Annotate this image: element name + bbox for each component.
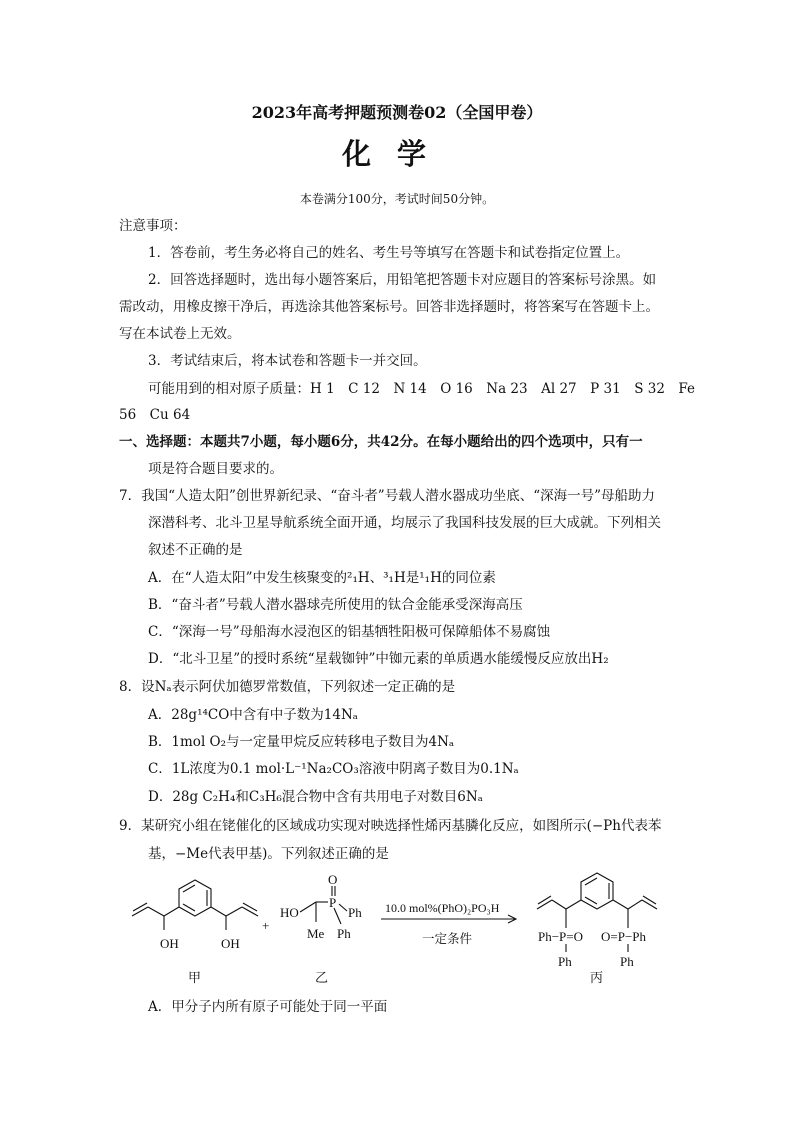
notice-line-6: 可能用到的相对原子质量：H 1 C 12 N 14 O 16 Na 23 Al 27 P 31 S 32 Fe: [148, 381, 696, 397]
q7-stem-line-1: 7．我国“人造太阳”创世界新纪录、“奋斗者”号载人潜水器成功坐底、“深海一号”母船助力: [119, 488, 655, 504]
yi-ph-2: Ph: [337, 926, 351, 941]
section-heading-line-1: 一、选择题：本题共7小题，每小题6分，共42分。在每小题给出的四个选项中，只有一: [119, 434, 643, 450]
q8-option-d: D．28g C₂H₄和C₃H₆混合物中含有共用电子对数目6Nₐ: [148, 789, 483, 805]
yi-p: P: [329, 895, 337, 910]
bing-ph-p-o: Ph−P=O: [538, 929, 584, 944]
q8-stem: 8．设Nₐ表示阿伏加德罗常数值，下列叙述一定正确的是: [119, 679, 456, 695]
q7-option-a: A．在“人造太阳”中发生核聚变的²₁H、³₁H是¹₁H的同位素: [148, 570, 496, 586]
q7-option-d: D．“北斗卫星”的授时系统“星载铷钟”中铷元素的单质遇水能缓慢反应放出H₂: [148, 651, 609, 667]
condition-text: 一定条件: [422, 932, 473, 946]
bing-ph-left: Ph: [558, 954, 572, 969]
yi-o: O: [328, 872, 338, 887]
bing-o-p-ph: O=P−Ph: [601, 929, 647, 944]
q8-option-c: C．1L浓度为0.1 mol·L⁻¹Na₂CO₃溶液中阴离子数目为0.1Nₐ: [148, 761, 519, 777]
reaction-scheme: [0, 868, 794, 993]
subject-title: 化学: [341, 137, 452, 171]
yi-ho: HO: [280, 905, 299, 920]
notice-line-3: 需改动，用橡皮擦干净后，再选涂其他答案标号。回答非选择题时，将答案写在答题卡上。: [119, 299, 659, 315]
plus-sign: +: [262, 918, 270, 933]
label-yi: 乙: [315, 970, 329, 985]
notice-line-2: 2．回答选择题时，选出每小题答案后，用铅笔把答题卡对应题目的答案标号涂黑。如: [148, 272, 657, 288]
yi-ph-1: Ph: [348, 905, 362, 920]
exam-title: 2023年高考押题预测卷02（全国甲卷）: [251, 103, 543, 122]
yi-me: Me: [307, 926, 325, 941]
q9-stem-line-1: 9．某研究小组在铑催化的区域成功实现对映选择性烯丙基膦化反应，如图所示(−Ph代表苯: [119, 818, 662, 834]
q9-option-a: A．甲分子内所有原子可能处于同一平面: [148, 999, 388, 1015]
notice-line-1: 1．答卷前，考生务必将自己的姓名、考生号等填写在答题卡和试卷指定位置上。: [148, 245, 630, 261]
notice-line-4: 写在本试卷上无效。: [119, 326, 241, 342]
q7-stem-line-2: 深潜科考、北斗卫星导航系统全面开通，均展示了我国科技发展的巨大成就。下列相关: [148, 515, 661, 531]
q8-option-b: B．1mol O₂与一定量甲烷反应转移电子数目为4Nₐ: [148, 734, 455, 750]
jia-oh-left: OH: [160, 936, 179, 951]
jia-oh-right: OH: [221, 936, 240, 951]
bing-ph-right: Ph: [620, 954, 634, 969]
q7-option-b: B．“奋斗者”号载人潜水器球壳所使用的钛合金能承受深海高压: [148, 597, 523, 613]
notice-heading: 注意事项：: [119, 218, 187, 234]
reagent-text: 10.0 mol%(PhO)₂PO₃H: [385, 901, 500, 915]
q7-option-c: C．“深海一号”母船海水浸泡区的铝基牺牲阳极可保障船体不易腐蚀: [148, 624, 551, 640]
label-bing: 丙: [590, 970, 604, 985]
exam-meta: 本卷满分100分，考试时间50分钟。: [299, 192, 495, 206]
notice-line-5: 3．考试结束后，将本试卷和答题卡一并交回。: [148, 353, 427, 369]
section-heading-line-2: 项是符合题目要求的。: [148, 461, 283, 477]
q7-stem-line-3: 叙述不正确的是: [148, 542, 243, 558]
notice-line-7: 56 Cu 64: [119, 407, 191, 423]
q8-option-a: A．28g¹⁴CO中含有中子数为14Nₐ: [148, 707, 358, 723]
label-jia: 甲: [188, 970, 202, 985]
q9-stem-line-2: 基，−Me代表甲基)。下列叙述正确的是: [148, 846, 389, 862]
